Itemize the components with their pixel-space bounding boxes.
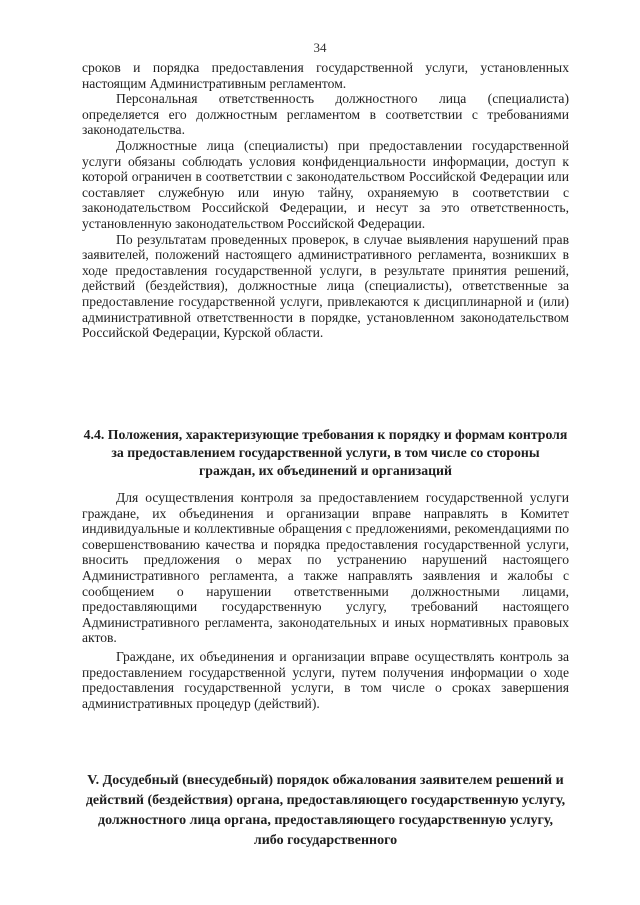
text-block-citizen-control — [82, 490, 569, 711]
paragraph: сроков и порядка предоставления государственной услуги, установленных настоящим Административным регламентом. — [82, 60, 569, 91]
paragraph: Персональная ответственность должностного лица (специалиста) определяется его должностным регламентом в соответствии с требованиями законодательства. — [82, 91, 569, 138]
paragraph: Должностные лица (специалисты) при предоставлении государственной услуги обязаны соблюдать условия конфиденциальности информации, доступ к которой ограничен в соответствии с законодательством Российской Федерации или составляет служебную или иную тайну, охраняемую в соответствии с законодательством Российской Федерации, и несут за это ответственность, установленную законодательством Российской Федерации. — [82, 137, 569, 231]
paragraph: Граждане, их объединения и организации вправе осуществлять контроль за предоставлением государственной услуги, путем получения информации о ходе предоставления государственной услуги, в том числе о сроках завершения административных процедур (действий). — [82, 648, 569, 711]
section-heading-v: V. Досудебный (внесудебный) порядок обжалования заявителем решений и действий (бездействия) органа, предоставляющего государственную услугу, должностного лица органа, предоставляющего государственную услугу, либо государственного — [85, 773, 566, 848]
page-number: 34 — [313, 40, 327, 55]
paragraph: По результатам проведенных проверок, в случае выявления нарушений прав заявителей, положений настоящего административного регламента, возникших в ходе предоставления государственной услуги, в результате принятия решений, действий (бездействия), должностные лица (специалисты), ответственные за предоставление государственной услуги, привлекаются к дисциплинарной и (или) административной ответственности в порядке, установленном законодательством Российской Федерации, Курской области. — [82, 231, 569, 341]
section-heading-4-4: 4.4. Положения, характеризующие требования к порядку и формам контроля за предоставлением государственной услуги, в том числе со стороны граждан, их объединений и организаций — [83, 427, 568, 478]
paragraph: Для осуществления контроля за предоставлением государственной услуги граждане, их объединения и организации вправе направлять в Комитет индивидуальные и коллективные обращения с предложениями, рекомендациями по совершенствованию качества и порядка предоставления государственной услуги, вносить предложения о мерах по устранению нарушений настоящего Административного регламента, а также направлять заявления и жалобы с сообщением о нарушении ответственными должностными лицами, предоставляющими государственную услугу, требований настоящего Административного регламента, законодательных и иных нормативных правовых актов. — [82, 490, 569, 646]
text-block-responsibility — [82, 60, 569, 341]
